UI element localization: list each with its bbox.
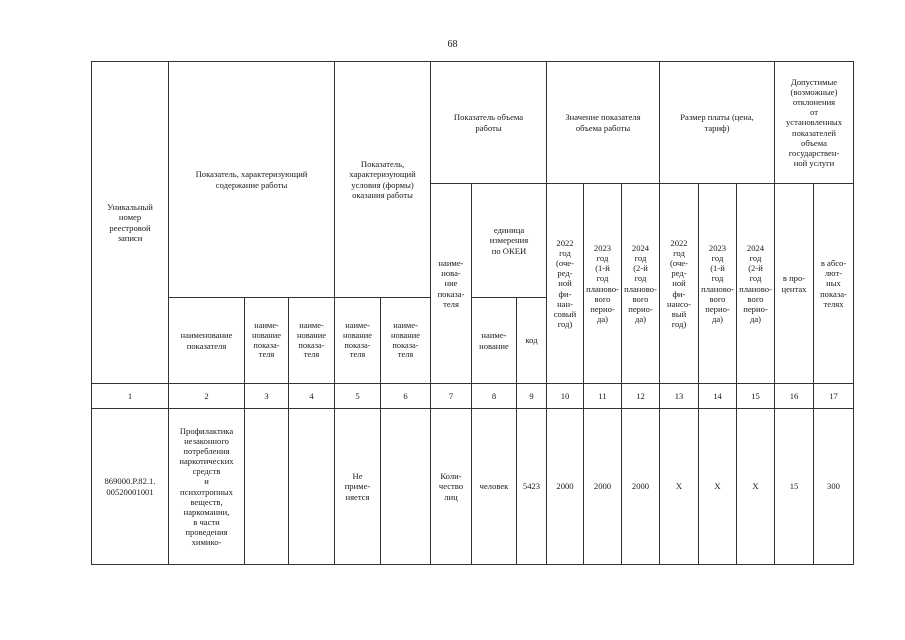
column-number: 15	[737, 384, 775, 409]
column-number: 3	[245, 384, 289, 409]
fee-2022-cell: Х	[660, 409, 699, 565]
column-number: 1	[92, 384, 169, 409]
column-number: 2	[169, 384, 245, 409]
header-unique-number: Уникальный номер реестровой записи	[92, 62, 169, 384]
column-number: 5	[335, 384, 381, 409]
header-name-short-3: наиме- нование показа- теля	[245, 298, 289, 384]
header-indicator-name: наиме- нова- ние показа- теля	[431, 184, 472, 384]
content-name-cell: Профилактика незаконного потребления наркотических средств и психотропных веществ, наркомании, в части проведения химико-	[169, 409, 245, 565]
column-number: 6	[381, 384, 431, 409]
header-volume-value: Значение показателя объема работы	[547, 62, 660, 184]
unit-name-cell: человек	[472, 409, 517, 565]
column-number-row	[92, 384, 854, 409]
fee-2023-cell: Х	[699, 409, 737, 565]
header-fee-2023: 2023 год (1-й год планово- вого перио- да)	[699, 184, 737, 384]
header-year-2024: 2024 год (2-й год планово- вого перио- да)	[622, 184, 660, 384]
deviation-absolute-cell: 300	[814, 409, 854, 565]
header-name-short-5: наиме- нование показа- теля	[335, 298, 381, 384]
page-number: 68	[447, 39, 458, 50]
content-cell-4	[289, 409, 335, 565]
unit-code-cell: 5423	[517, 409, 547, 565]
header-name-short-4: наиме- нование показа- теля	[289, 298, 335, 384]
column-number: 7	[431, 384, 472, 409]
header-fee-2024: 2024 год (2-й год планово- вого перио- да)	[737, 184, 775, 384]
header-fee-2022: 2022 год (оче- ред- ной фи- нансо- вый год)	[660, 184, 699, 384]
value-2022-cell: 2000	[547, 409, 584, 565]
header-name-short-6: наиме- нование показа- теля	[381, 298, 431, 384]
deviation-percent-cell: 15	[775, 409, 814, 565]
value-2023-cell: 2000	[584, 409, 622, 565]
value-2024-cell: 2000	[622, 409, 660, 565]
header-deviations: Допустимые (возможные) отклонения от установленных показателей объема государствен- ной услуги	[775, 62, 854, 184]
header-year-2022: 2022 год (оче- ред- ной фи- нан- совый год)	[547, 184, 584, 384]
header-content-indicator: Показатель, характеризующий содержание работы	[169, 62, 335, 298]
registry-table	[91, 61, 854, 565]
header-unit-name: наиме- нование	[472, 298, 517, 384]
condition-cell-6	[381, 409, 431, 565]
header-name-indicator: наименование показателя	[169, 298, 245, 384]
header-okei-unit: единица измерения по ОКЕИ	[472, 184, 547, 298]
column-number: 13	[660, 384, 699, 409]
indicator-name-cell: Коли- чество лиц	[431, 409, 472, 565]
column-number: 4	[289, 384, 335, 409]
header-unit-code: код	[517, 298, 547, 384]
registry-number-cell: 869000.Р.82.1. 00520001001	[92, 409, 169, 565]
column-number: 8	[472, 384, 517, 409]
fee-2024-cell: Х	[737, 409, 775, 565]
header-conditions-indicator: Показатель, характеризующий условия (формы) оказания работы	[335, 62, 431, 298]
header-in-absolute: в абсо- лют- ных показа- телях	[814, 184, 854, 384]
column-number: 11	[584, 384, 622, 409]
column-number: 12	[622, 384, 660, 409]
condition-cell: Не приме- няется	[335, 409, 381, 565]
header-in-percent: в про- центах	[775, 184, 814, 384]
content-cell-3	[245, 409, 289, 565]
header-fee-size: Размер платы (цена, тариф)	[660, 62, 775, 184]
table-row	[92, 409, 854, 565]
column-number: 10	[547, 384, 584, 409]
column-number: 16	[775, 384, 814, 409]
column-number: 9	[517, 384, 547, 409]
header-volume-indicator: Показатель объема работы	[431, 62, 547, 184]
column-number: 14	[699, 384, 737, 409]
column-number: 17	[814, 384, 854, 409]
header-year-2023: 2023 год (1-й год планово- вого перио- да)	[584, 184, 622, 384]
